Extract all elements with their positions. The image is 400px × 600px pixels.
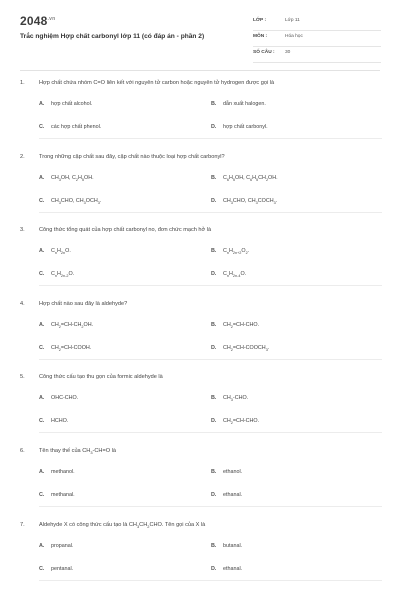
option-text: $C_nH_{2n+2}O_2$. — [223, 248, 250, 256]
option-text: các hợp chất phenol. — [51, 124, 102, 130]
option-text: $CH_3$-CHO. — [223, 395, 249, 403]
question-number: 2. — [20, 153, 25, 160]
question-divider — [39, 432, 382, 433]
question-text: Trong những cặp chất sau đây, cặp chất nào thuộc loại hợp chất carbonyl? — [39, 153, 225, 160]
option-letter: D. — [211, 565, 217, 572]
question-divider — [39, 212, 382, 213]
option-text: $CH_2=CH-CH_2OH$. — [51, 321, 94, 329]
option-letter: B. — [211, 174, 217, 181]
option-letter: C. — [39, 491, 45, 498]
answer-option[interactable] — [39, 543, 73, 549]
question-divider — [39, 138, 382, 139]
option-letter: C. — [39, 197, 45, 204]
question-divider — [39, 580, 382, 581]
answer-option[interactable] — [211, 248, 249, 254]
answer-option[interactable] — [39, 418, 68, 424]
answer-option[interactable] — [211, 543, 242, 549]
option-letter: A. — [39, 395, 45, 402]
option-text: $CH_2=CH$-CHO. — [223, 418, 260, 426]
question-divider — [39, 359, 382, 360]
answer-option[interactable] — [39, 271, 74, 277]
page-title: Trắc nghiệm Hợp chất carbonyl lớp 11 (có đáp án - phần 2) — [20, 33, 205, 40]
question-item — [20, 301, 382, 375]
answer-choices — [39, 454, 382, 514]
answer-option[interactable] — [211, 395, 248, 401]
option-letter: A. — [39, 468, 45, 475]
answer-option[interactable] — [211, 469, 242, 475]
option-text: ethanal. — [223, 565, 243, 572]
header-divider — [20, 70, 380, 71]
page-header — [0, 0, 400, 72]
answer-option[interactable] — [211, 175, 278, 181]
question-item — [20, 374, 382, 448]
option-text: $C_6H_5OH$, $C_6H_5CH_2OH$. — [223, 174, 278, 182]
option-letter: D. — [211, 197, 217, 204]
logo-text: 2048 — [20, 14, 48, 28]
answer-choices — [39, 233, 382, 293]
question-divider — [39, 285, 382, 286]
answer-choices — [39, 307, 382, 367]
option-letter: B. — [211, 248, 217, 255]
answer-choices — [39, 528, 382, 588]
option-letter: D. — [211, 418, 217, 425]
option-letter: B. — [211, 395, 217, 402]
option-text: dẫn xuất halogen. — [223, 101, 266, 107]
question-text: Aldehyde X có công thức cấu tạo là $CH_3CH_2CHO$. Tên gọi của X là — [39, 521, 206, 529]
question-list — [20, 80, 382, 595]
option-text: OHC-CHO. — [51, 395, 79, 402]
question-item — [20, 80, 382, 154]
option-text: hợp chất alcohol. — [51, 101, 93, 107]
option-letter: C. — [39, 124, 45, 130]
answer-option[interactable] — [39, 198, 101, 204]
option-text: $C_nH_{2n-2}O$. — [51, 271, 75, 279]
option-letter: B. — [211, 468, 217, 475]
question-text: Tên thay thế của $CH_3-CH=O$ là — [39, 447, 116, 456]
option-text: ethanol. — [223, 468, 243, 475]
answer-option[interactable] — [39, 395, 78, 401]
option-text: $CH_2=CH-COOCH_3$. — [223, 344, 270, 352]
question-item — [20, 227, 382, 301]
option-text: pentanal. — [51, 565, 74, 572]
option-text: HCHO. — [51, 418, 69, 425]
question-number: 4. — [20, 300, 25, 307]
site-logo[interactable] — [20, 14, 55, 28]
meta-info — [253, 15, 381, 63]
meta-row-count — [253, 47, 381, 63]
meta-row-class — [253, 15, 381, 31]
answer-option[interactable] — [211, 271, 246, 277]
option-letter: A. — [39, 174, 45, 181]
option-letter: B. — [211, 101, 217, 107]
meta-value: 30 — [285, 50, 291, 55]
answer-option[interactable] — [211, 492, 242, 498]
option-letter: A. — [39, 542, 45, 549]
option-text: methanol. — [51, 468, 75, 475]
question-number: 1. — [20, 80, 25, 86]
option-text: $CH_2=CH$-COOH. — [51, 344, 92, 352]
option-text: ethanal. — [223, 491, 243, 498]
option-letter: B. — [211, 542, 217, 549]
meta-value: Lớp 11 — [285, 18, 300, 23]
answer-choices — [39, 380, 382, 440]
question-divider — [39, 506, 382, 507]
option-letter: C. — [39, 565, 45, 572]
option-text: $C_nH_{2n}O$. — [51, 248, 71, 256]
option-letter: B. — [211, 321, 217, 328]
question-text: Hợp chất nào sau đây là aldehyde? — [39, 300, 128, 307]
meta-label: SỐ CÂU : — [253, 50, 275, 55]
question-text: Hợp chất chứa nhóm C=O liên kết với nguyên tử carbon hoặc nguyên tử hydrogen được gọi là — [39, 80, 275, 86]
option-letter: D. — [211, 344, 217, 351]
question-item — [20, 448, 382, 522]
answer-option[interactable] — [39, 124, 101, 130]
option-text: propanal. — [51, 542, 74, 549]
answer-choices — [39, 86, 382, 146]
answer-option[interactable] — [39, 345, 91, 351]
option-letter: D. — [211, 124, 217, 130]
question-item — [20, 522, 382, 596]
answer-option[interactable] — [39, 566, 73, 572]
question-number: 7. — [20, 521, 25, 528]
logo-suffix: .vn — [47, 16, 56, 22]
question-number: 3. — [20, 227, 25, 234]
option-text: $CH_2=CH$-CHO. — [223, 321, 260, 329]
answer-option[interactable] — [39, 469, 75, 475]
answer-option[interactable] — [39, 492, 75, 498]
question-text: Công thức cấu tạo thu gọn của formic aldehyde là — [39, 374, 163, 381]
option-letter: A. — [39, 248, 45, 255]
option-text: $C_nH_{2n-4}O$. — [223, 271, 247, 279]
answer-option[interactable] — [39, 175, 94, 181]
question-number: 5. — [20, 374, 25, 381]
option-letter: A. — [39, 321, 45, 328]
meta-label: LỚP : — [253, 18, 267, 23]
option-letter: D. — [211, 491, 217, 498]
option-text: butanal. — [223, 542, 243, 549]
answer-option[interactable] — [39, 248, 71, 254]
answer-option[interactable] — [211, 101, 266, 107]
meta-label: MÔN : — [253, 34, 268, 39]
answer-option[interactable] — [39, 322, 93, 328]
question-text: Công thức tổng quát của hợp chất carbonyl no, đơn chức mạch hở là — [39, 227, 212, 234]
answer-option[interactable] — [211, 345, 269, 351]
option-text: $CH_3CHO$, $CH_3OCH_3$. — [51, 197, 102, 205]
answer-option[interactable] — [211, 418, 259, 424]
meta-row-subject — [253, 31, 381, 47]
answer-option[interactable] — [211, 124, 268, 130]
answer-option[interactable] — [211, 566, 242, 572]
meta-value: Hóa học — [285, 34, 303, 39]
question-number: 6. — [20, 447, 25, 454]
option-letter: C. — [39, 271, 45, 278]
answer-choices — [39, 160, 382, 220]
question-item — [20, 154, 382, 228]
option-text: methanal. — [51, 491, 75, 498]
option-text: $CH_3CHO$, $CH_3COCH_3$. — [223, 197, 278, 205]
option-letter: C. — [39, 344, 45, 351]
answer-option[interactable] — [39, 101, 92, 107]
option-text: hợp chất carbonyl. — [223, 124, 268, 130]
option-letter: C. — [39, 418, 45, 425]
option-letter: A. — [39, 101, 45, 107]
answer-option[interactable] — [211, 322, 259, 328]
option-text: $CH_3OH$, $C_2H_5OH$. — [51, 174, 94, 182]
answer-option[interactable] — [211, 198, 277, 204]
option-letter: D. — [211, 271, 217, 278]
